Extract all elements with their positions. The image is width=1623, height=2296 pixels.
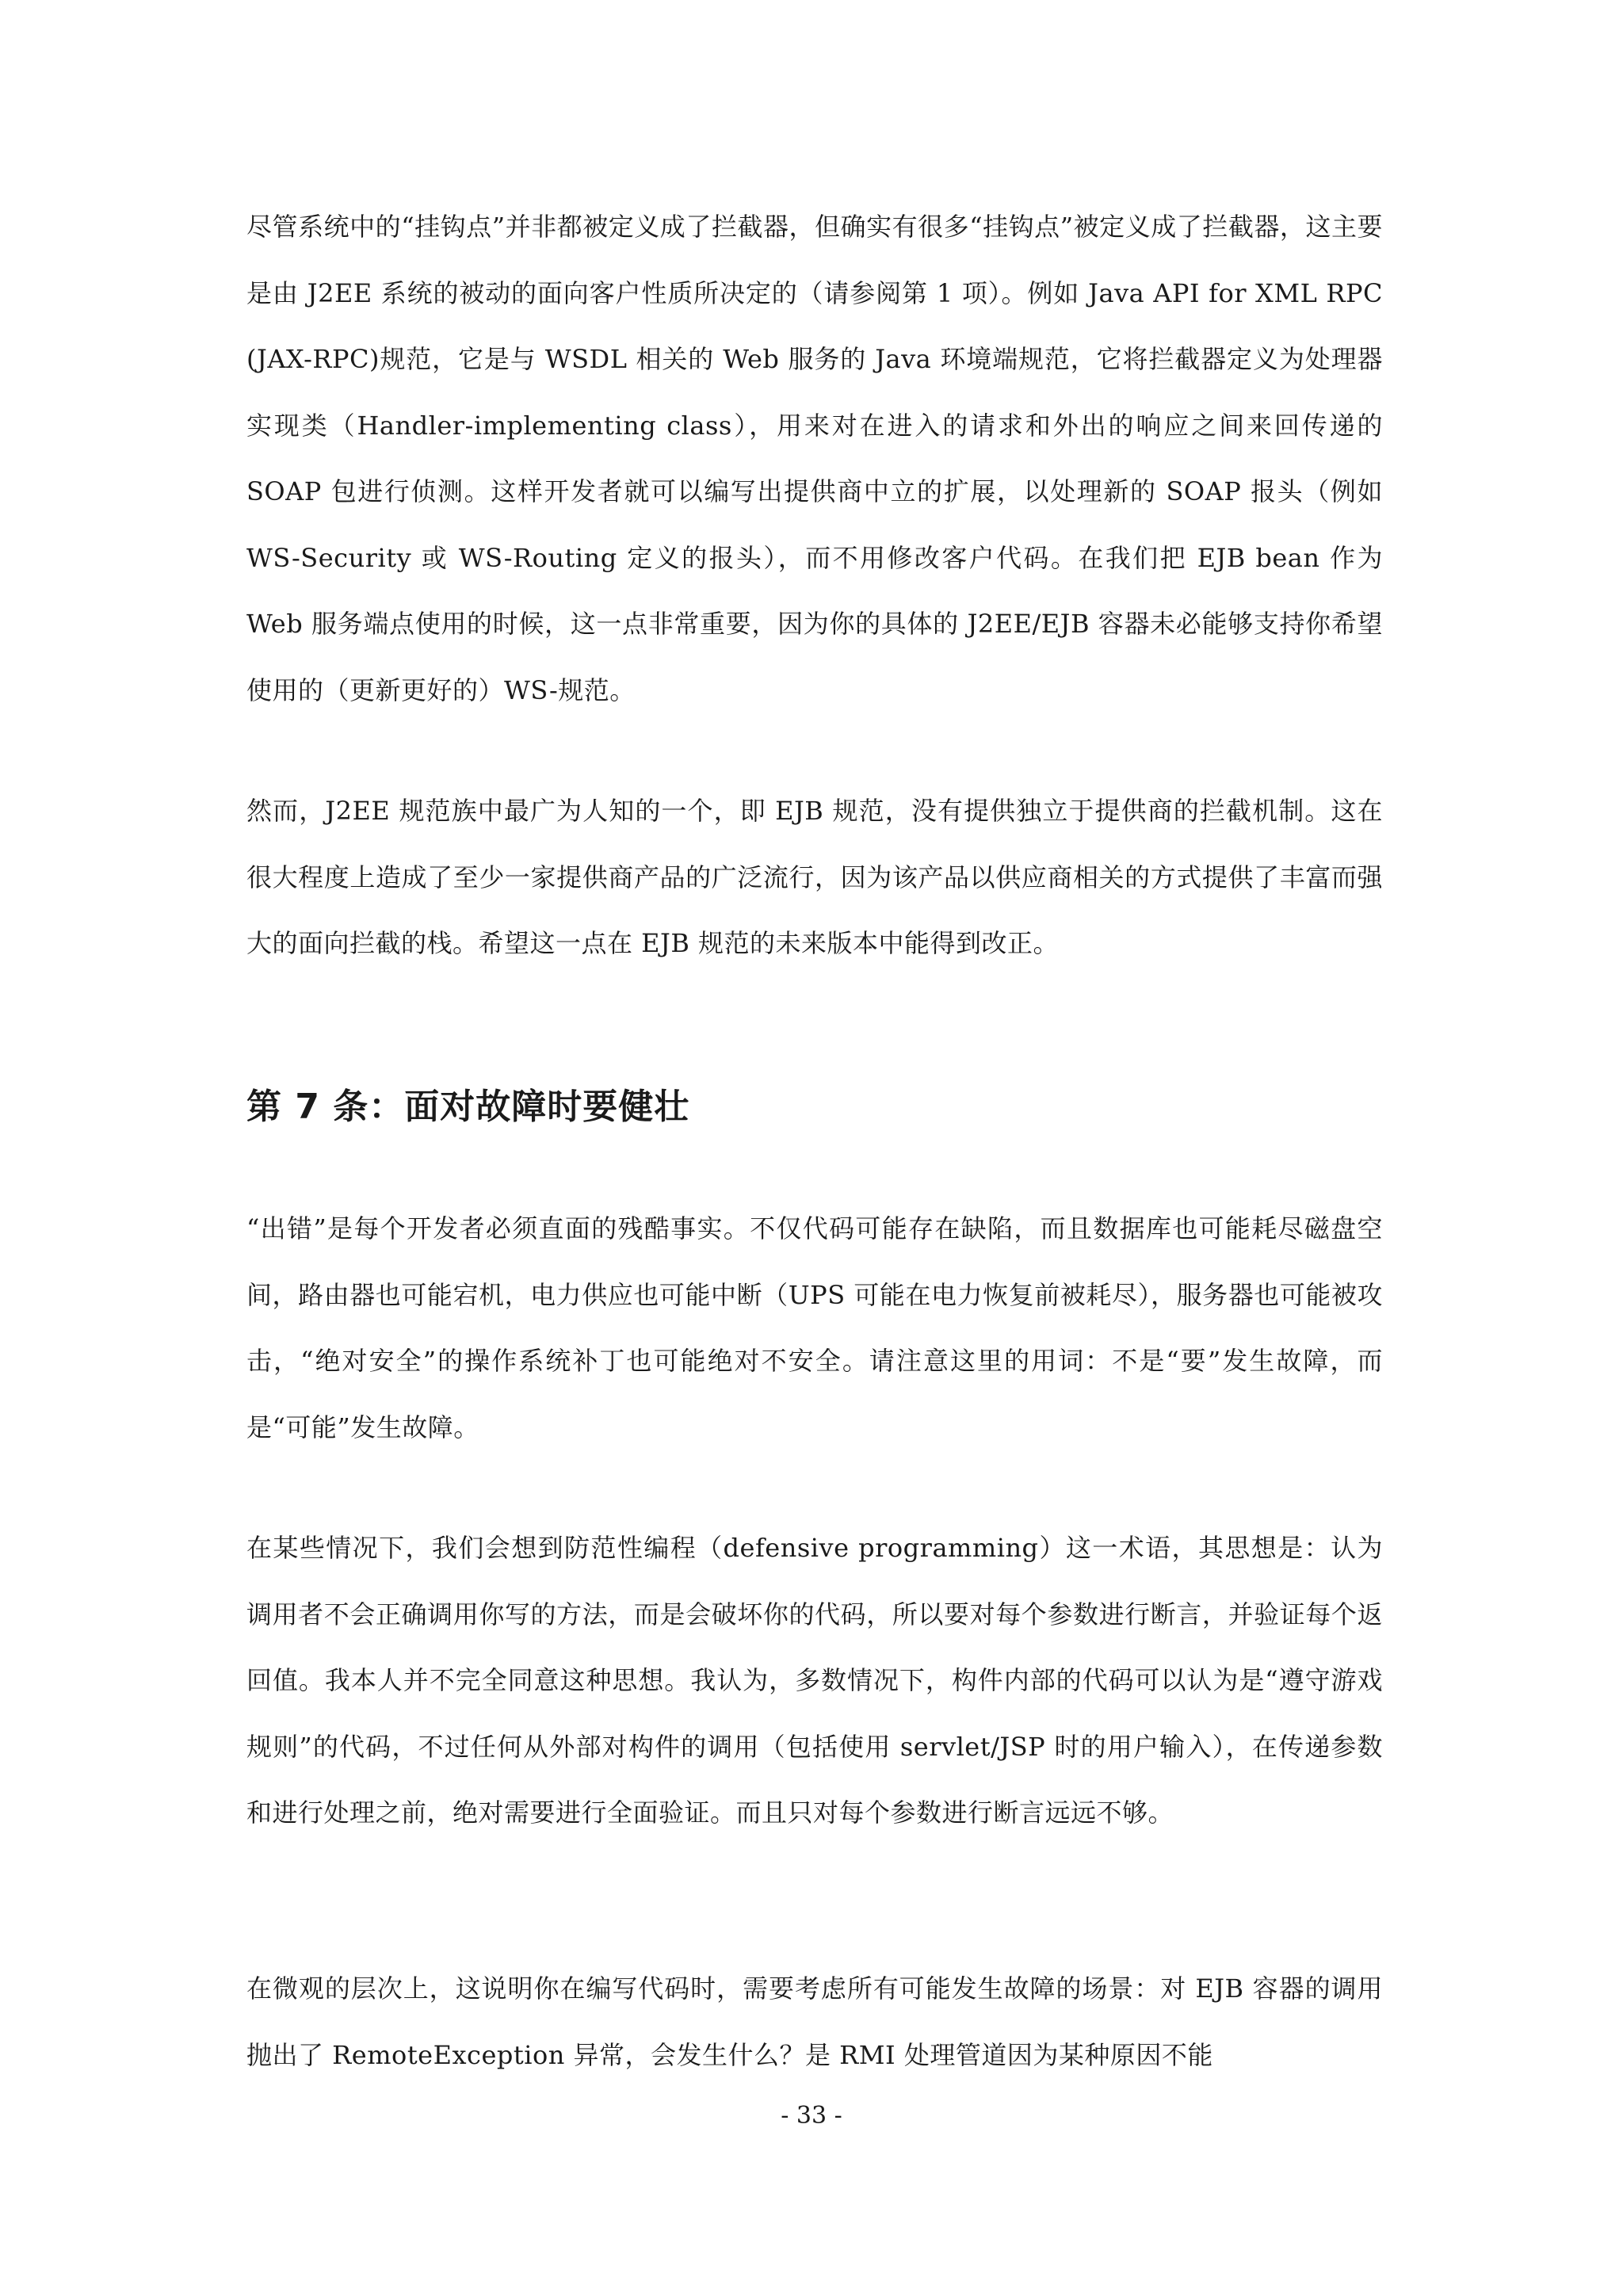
paragraph-interceptors-jaxrpc: 尽管系统中的“挂钩点”并非都被定义成了拦截器，但确实有很多“挂钩点”被定义成了拦截器，这主要是由 J2EE 系统的被动的面向客户性质所决定的（请参阅第 1 项）。例如 Java API for XML RPC (JAX-RPC)规范，它是与 WSDL 相关的 Web 服务的 Java 环境端规范，它将拦截器定义为处理器实现类（Handler-implementing class），用来对在进入的请求和外出的响应之间来回传递的 SOAP 包进行侦测。这样开发者就可以编写出提供商中立的扩展，以处理新的 SOAP 报头（例如 WS-Security 或 WS-Routing 定义的报头），而不用修改客户代码。在我们把 EJB bean 作为 Web 服务端点使用的时候，这一点非常重要，因为你的具体的 J2EE/EJB 容器未必能够支持你希望使用的（更新更好的）WS-规范。 xyxy=(246,212,1383,705)
paragraph-micro-level: 在微观的层次上，这说明你在编写代码时，需要考虑所有可能发生故障的场景：对 EJB 容器的调用抛出了 RemoteException 异常，会发生什么？是 RMI 处理管道因为某种原因不能 xyxy=(246,1973,1383,2070)
paragraph-failure-reality: “出错”是每个开发者必须直面的残酷事实。不仅代码可能存在缺陷，而且数据库也可能耗尽磁盘空间，路由器也可能宕机，电力供应也可能中断（UPS 可能在电力恢复前被耗尽），服务器也可能被攻击，“绝对安全”的操作系统补丁也可能绝对不安全。请注意这里的用词：不是“要”发生故障，而是“可能”发生故障。 xyxy=(246,1213,1383,1442)
page-number: - 33 - xyxy=(781,2102,842,2130)
paragraph-defensive-programming: 在某些情况下，我们会想到防范性编程（defensive programming）这一术语，其思想是：认为调用者不会正确调用你写的方法，而是会破坏你的代码，所以要对每个参数进行断言，并验证每个返回值。我本人并不完全同意这种思想。我认为，多数情况下，构件内部的代码可以认为是“遵守游戏规则”的代码，不过任何从外部对构件的调用（包括使用 servlet/JSP 时的用户输入），在传递参数和进行处理之前，绝对需要进行全面验证。而且只对每个参数进行断言远远不够。 xyxy=(246,1533,1383,1828)
section-heading-item-7: 第 7 条：面对故障时要健壮 xyxy=(246,1087,690,1127)
paragraph-ejb-no-interception: 然而，J2EE 规范族中最广为人知的一个，即 EJB 规范，没有提供独立于提供商的拦截机制。这在很大程度上造成了至少一家提供商产品的广泛流行，因为该产品以供应商相关的方式提供了丰富而强大的面向拦截的栈。希望这一点在 EJB 规范的未来版本中能得到改正。 xyxy=(246,796,1383,958)
